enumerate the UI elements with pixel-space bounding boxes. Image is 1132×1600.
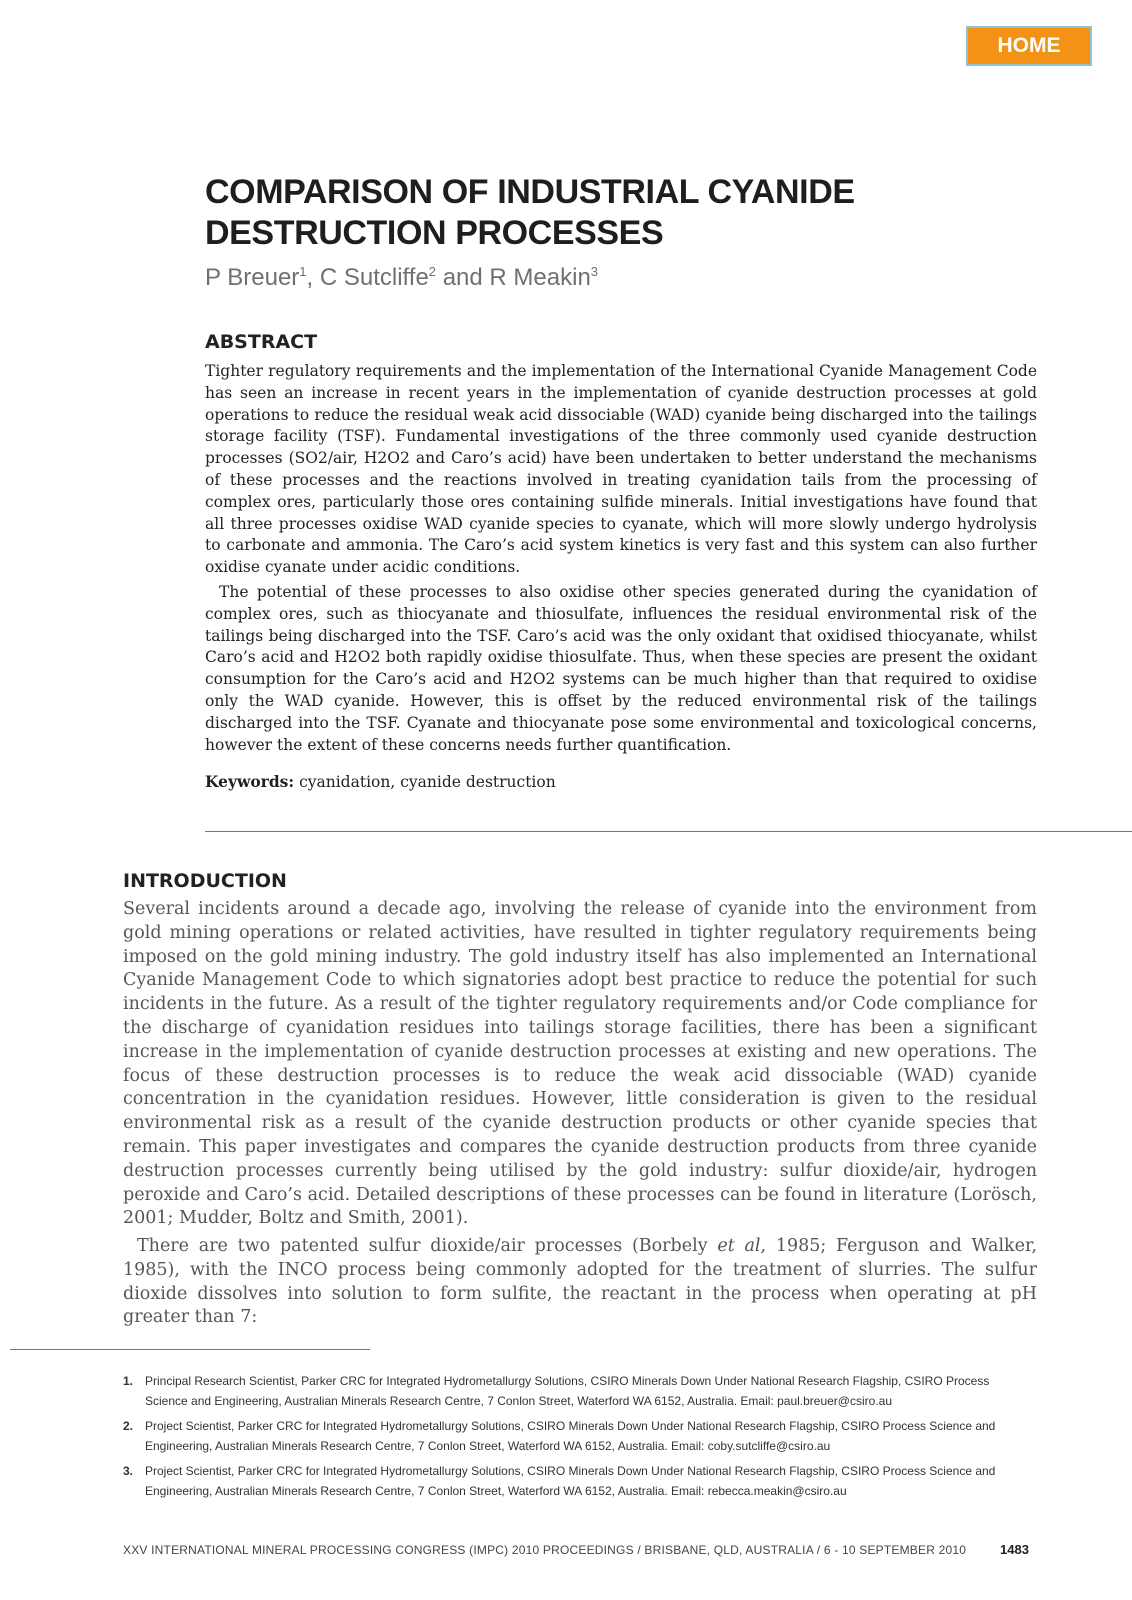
introduction-heading: INTRODUCTION [123, 870, 287, 892]
keywords-line [205, 772, 556, 791]
author-name: R Meakin [489, 264, 591, 291]
author-separator: , [306, 264, 320, 291]
author-affiliation-marker: 1 [299, 264, 307, 279]
footnote-number: 2. [123, 1419, 134, 1433]
keywords-list: cyanidation, cyanide destruction [294, 773, 556, 791]
paragraph-text: , 1985; Ferguson and Walker, 1985), with the INCO process being commonly adopted for the treatment of slurries. The sulfur dioxide dissolves into solution to form sulfite, the reactant in the process when operating at pH greater than 7: [123, 1236, 1038, 1328]
running-footer: XXV INTERNATIONAL MINERAL PROCESSING CONGRESS (IMPC) 2010 PROCEEDINGS / BRISBANE, QLD, AUSTRALIA / 6 - 10 SEPTEMBER 2010 [123, 1543, 967, 1557]
author-list [205, 264, 598, 292]
footnote [123, 1461, 1023, 1501]
abstract-paragraph: The potential of these processes to also oxidise other species generated during the cyanidation of complex ores, such as thiocyanate and thiosulfate, influences the residual environmental risk of the tailings being discharged into the TSF. Caro’s acid was the only oxidant that oxidised thiocyanate, whilst Caro’s acid and H2O2 both rapidly oxidise thiosulfate. Thus, when these species are present the oxidant consumption for the Caro’s acid and H2O2 systems can be much higher than that required to oxidise only the WAD cyanide. However, this is offset by the reduced environmental risk of the tailings discharged into the TSF. Cyanate and thiocyanate pose some environmental and toxicological concerns, however the extent of these concerns needs further quantification. [205, 583, 1037, 754]
footnote-number: 1. [123, 1374, 134, 1388]
paper-title: COMPARISON OF INDUSTRIAL CYANIDE DESTRUCTION PROCESSES [205, 173, 855, 252]
paragraph-text: There are two patented sulfur dioxide/air processes (Borbely [137, 1236, 718, 1256]
author-name: C Sutcliffe [319, 264, 429, 291]
footnote-text: Principal Research Scientist, Parker CRC for Integrated Hydrometallurgy Solutions, CSIRO Minerals Down Under National Research Flagship, CSIRO Process Science and Engineering, Australian Minerals Research Centre, 7 Conlon Street, Waterford WA 6152, Australia. Email: paul.breuer@csiro.au [145, 1374, 990, 1408]
footnote-text: Project Scientist, Parker CRC for Integrated Hydrometallurgy Solutions, CSIRO Minerals Down Under National Research Flagship, CSIRO Process Science and Engineering, Australian Minerals Research Centre, 7 Conlon Street, Waterford WA 6152, Australia. Email: coby.sutcliffe@csiro.au [145, 1419, 996, 1453]
author-name: P Breuer [205, 264, 300, 291]
citation-italic: et al [717, 1236, 761, 1256]
footnote-divider [10, 1349, 370, 1350]
home-button[interactable]: HOME [966, 26, 1092, 66]
footnote [123, 1371, 1023, 1411]
footnote-text: Project Scientist, Parker CRC for Integrated Hydrometallurgy Solutions, CSIRO Minerals Down Under National Research Flagship, CSIRO Process Science and Engineering, Australian Minerals Research Centre, 7 Conlon Street, Waterford WA 6152, Australia. Email: rebecca.meakin@csiro.au [145, 1464, 996, 1498]
abstract-paragraph: Tighter regulatory requirements and the implementation of the International Cyanide Management Code has seen an increase in recent years in the implementation of cyanide destruction processes at gold operations to reduce the residual weak acid dissociable (WAD) cyanide being discharged into the tailings storage facility (TSF). Fundamental investigations of the three commonly used cyanide destruction processes (SO2/air, H2O2 and Caro’s acid) have been undertaken to better understand the mechanisms of these processes and the reactions involved in treating cyanidation tails from the processing of complex ores, particularly those ores containing sulfide minerals. Initial investigations have found that all three processes oxidise WAD cyanide species to cyanate, which will more slowly undergo hydrolysis to carbonate and ammonia. The Caro’s acid system kinetics is very fast and this system can also further oxidise cyanate under acidic conditions. [205, 362, 1037, 577]
footnote-number: 3. [123, 1464, 134, 1478]
page-number: 1483 [1000, 1542, 1029, 1557]
author-affiliation-marker: 3 [590, 264, 599, 279]
keywords-label: Keywords: [205, 772, 295, 791]
author-separator: and [436, 264, 490, 291]
section-divider [205, 831, 1132, 832]
introduction-paragraph [123, 1235, 1037, 1330]
footnote [123, 1416, 1023, 1456]
introduction-paragraph: Several incidents around a decade ago, involving the release of cyanide into the environment from gold mining operations or related activities, have resulted in tighter regulatory requirements being imposed on the gold mining industry. The gold industry itself has also implemented an International Cyanide Management Code to which signatories adopt best practice to reduce the potential for such incidents in the future. As a result of the tighter regulatory requirements and/or Code compliance for the discharge of cyanidation residues into tailings storage facilities, there has been a significant increase in the implementation of cyanide destruction processes at existing and new operations. The focus of these destruction processes is to reduce the weak acid dissociable (WAD) cyanide concentration in the cyanidation residues. However, little consideration is given to the residual environmental risk as a result of the cyanide destruction products or other cyanide species that remain. This paper investigates and compares the cyanide destruction products from three cyanide destruction processes currently being utilised by the gold industry: sulfur dioxide/air, hydrogen peroxide and Caro’s acid. Detailed descriptions of these processes can be found in literature (Lorösch, 2001; Mudder, Boltz and Smith, 2001). [123, 899, 1037, 1229]
abstract-heading: ABSTRACT [205, 331, 318, 353]
author-affiliation-marker: 2 [428, 264, 437, 279]
